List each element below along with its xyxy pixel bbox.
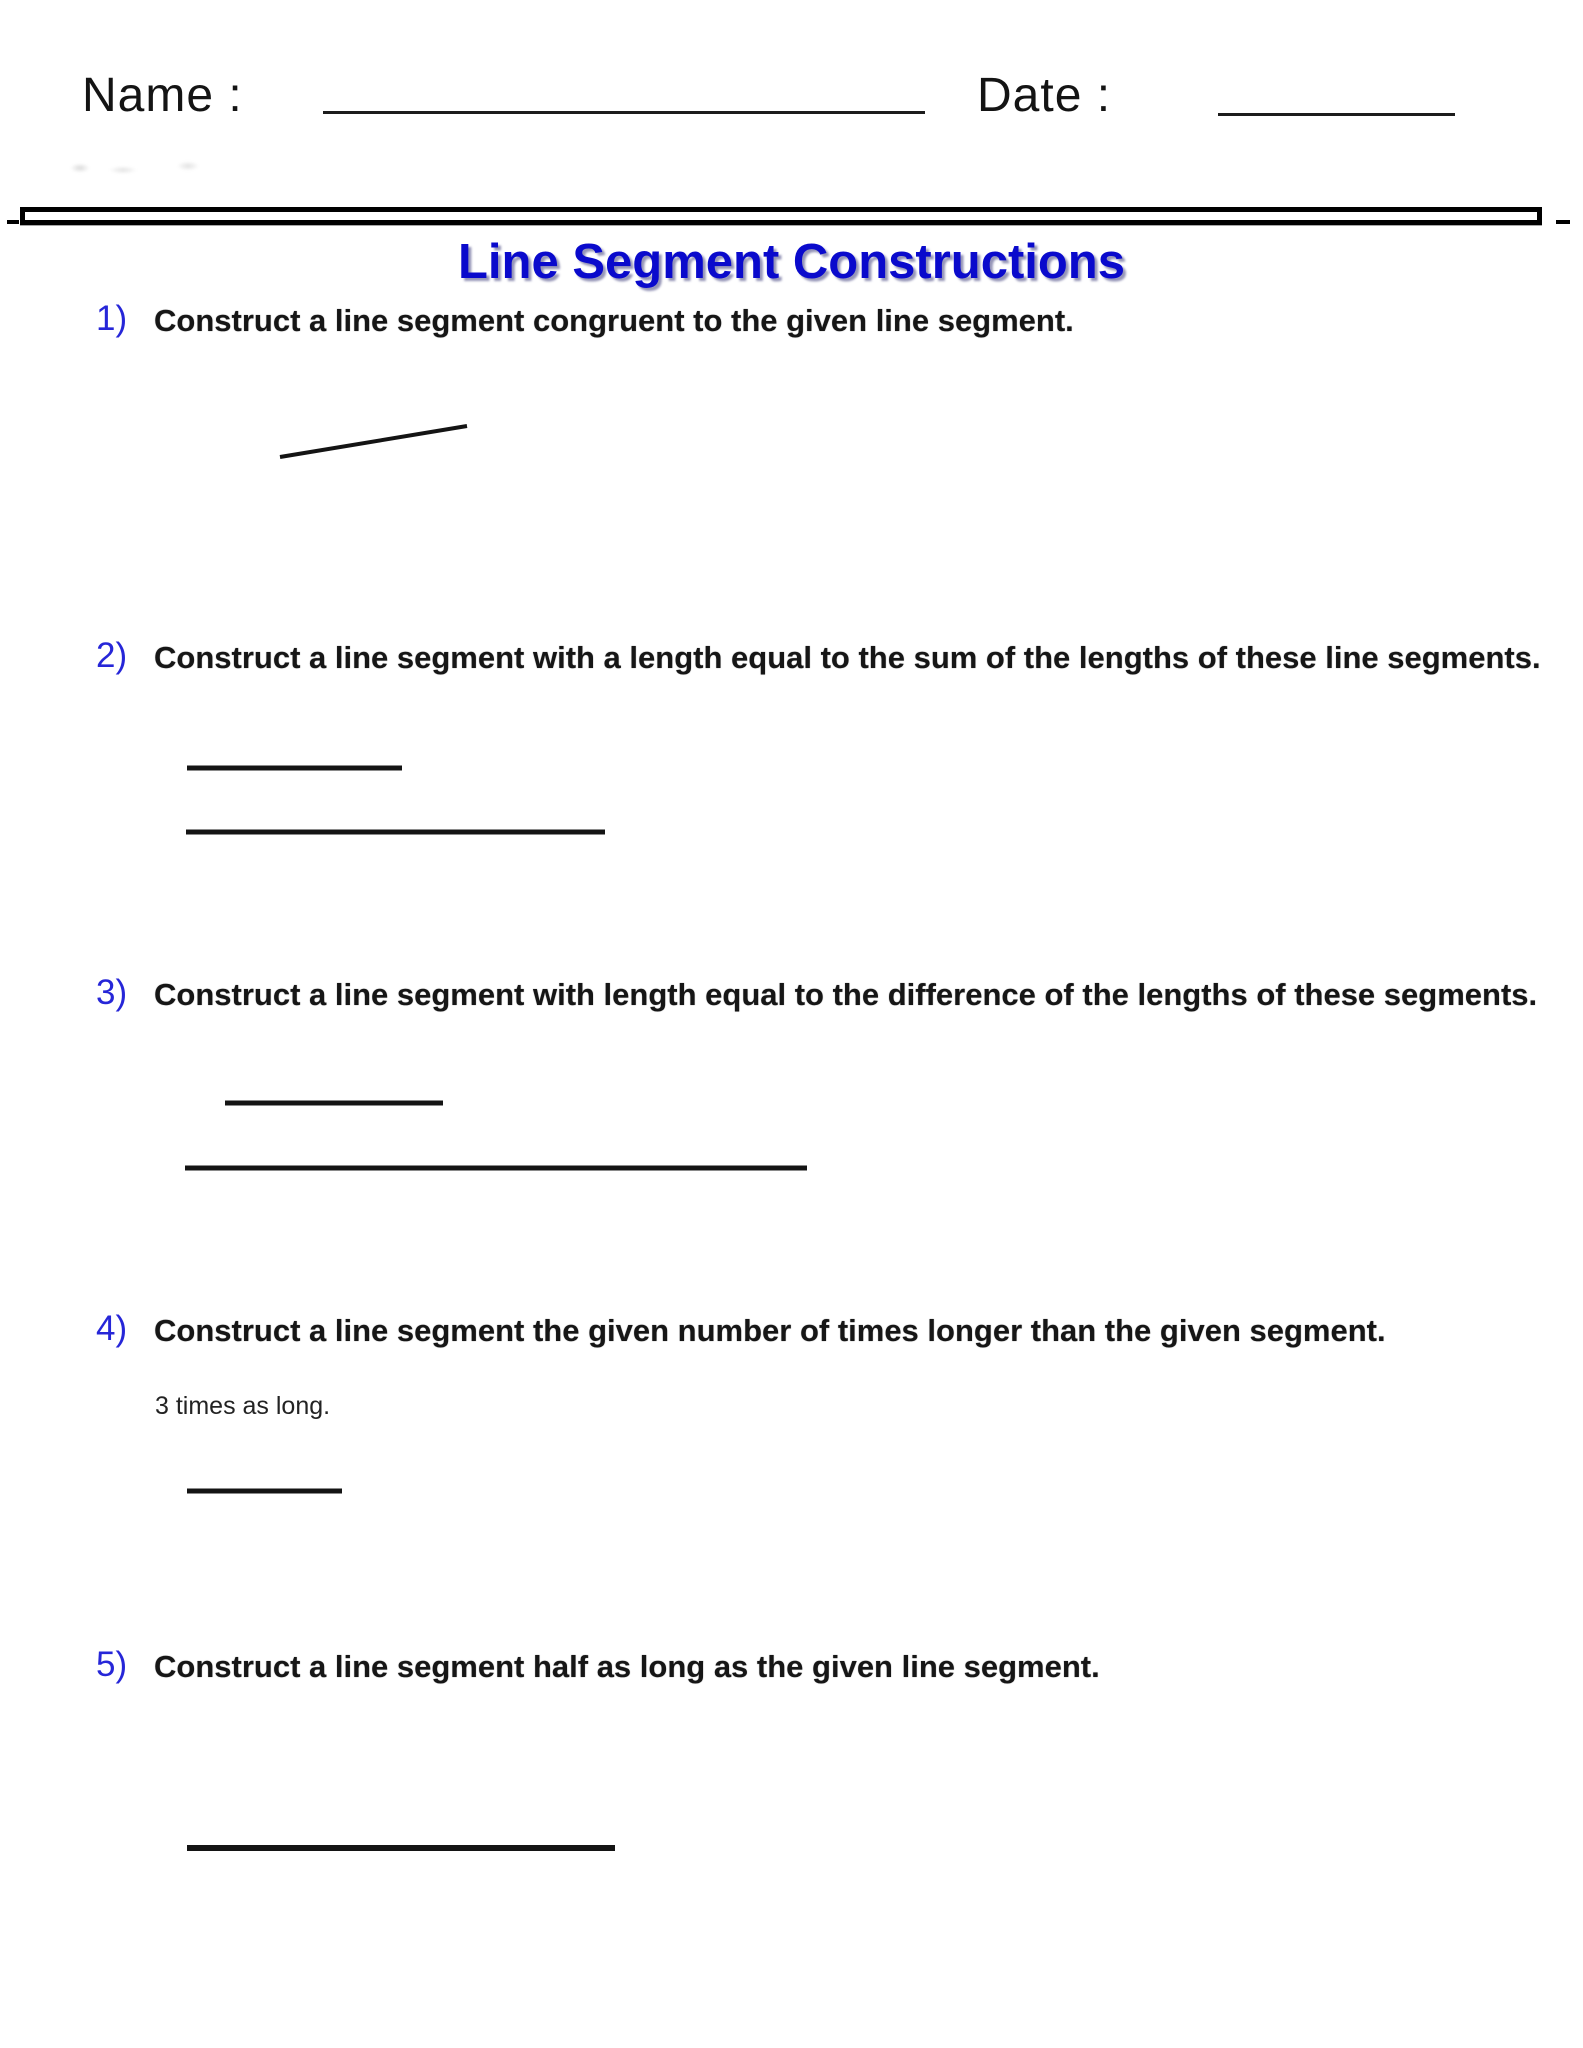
question-4-note: 3 times as long. <box>155 1392 331 1420</box>
question-2-number: 2) <box>96 636 128 675</box>
page-title: Line Segment Constructions <box>457 235 1125 289</box>
question-3-number: 3) <box>96 973 128 1012</box>
name-label: Name : <box>82 69 243 122</box>
question-4-text: Construct a line segment the given number of times longer than the given segment. <box>154 1313 1386 1348</box>
date-label: Date : <box>977 69 1112 122</box>
question-1-text: Construct a line segment congruent to the given line segment. <box>154 303 1074 338</box>
question-4-number: 4) <box>96 1309 128 1348</box>
question-5-number: 5) <box>96 1645 128 1684</box>
question-3-text: Construct a line segment with length equal to the difference of the lengths of these segments. <box>154 977 1538 1012</box>
question-1-number: 1) <box>96 299 128 338</box>
given-line-segment-q1 <box>280 426 467 457</box>
question-5-text: Construct a line segment half as long as the given line segment. <box>154 1649 1100 1684</box>
question-2-text: Construct a line segment with a length equal to the sum of the lengths of these line segments. <box>154 640 1541 675</box>
